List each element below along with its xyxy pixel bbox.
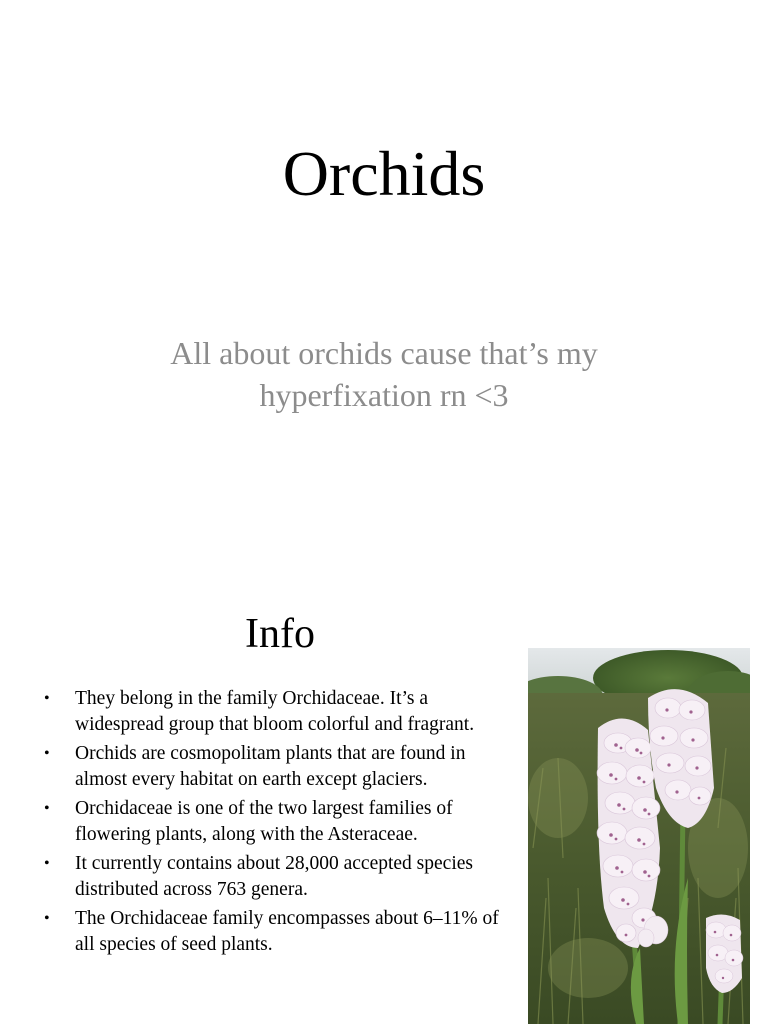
bullet-text: Orchidaceae is one of the two largest families of flowering plants, along with the Asteraceae.	[75, 798, 453, 845]
info-bullet-list	[40, 686, 520, 961]
subtitle-line-1: All about orchids cause that’s my	[170, 335, 598, 371]
orchid-spike-small	[706, 914, 743, 993]
bullet-text: It currently contains about 28,000 accepted species distributed across 763 genera.	[75, 853, 473, 900]
slide-subtitle	[110, 332, 658, 416]
bullet-dot: •	[44, 690, 50, 707]
bullet-text: The Orchidaceae family encompasses about 6–11% of all species of seed plants.	[75, 908, 499, 955]
bullet-item	[40, 851, 520, 903]
bullet-dot: •	[44, 745, 50, 762]
orchid-illustration	[528, 648, 750, 1024]
slide-title: Orchids	[282, 138, 486, 209]
bullet-item	[40, 741, 520, 793]
orchid-photo	[528, 648, 750, 1024]
info-slide	[0, 576, 768, 1024]
bullet-text: Orchids are cosmopolitam plants that are found in almost every habitat on earth except glaciers.	[75, 743, 466, 790]
info-heading: Info	[245, 611, 315, 657]
bullet-item	[40, 906, 520, 958]
bullet-text: They belong in the family Orchidaceae. It’s a widespread group that bloom colorful and fragrant.	[75, 688, 475, 735]
bullet-item	[40, 686, 520, 738]
bullet-dot: •	[44, 855, 50, 872]
bullet-dot: •	[44, 910, 50, 927]
subtitle-line-2: hyperfixation rn <3	[259, 377, 509, 413]
bullet-dot: •	[44, 800, 50, 817]
bullet-item	[40, 796, 520, 848]
